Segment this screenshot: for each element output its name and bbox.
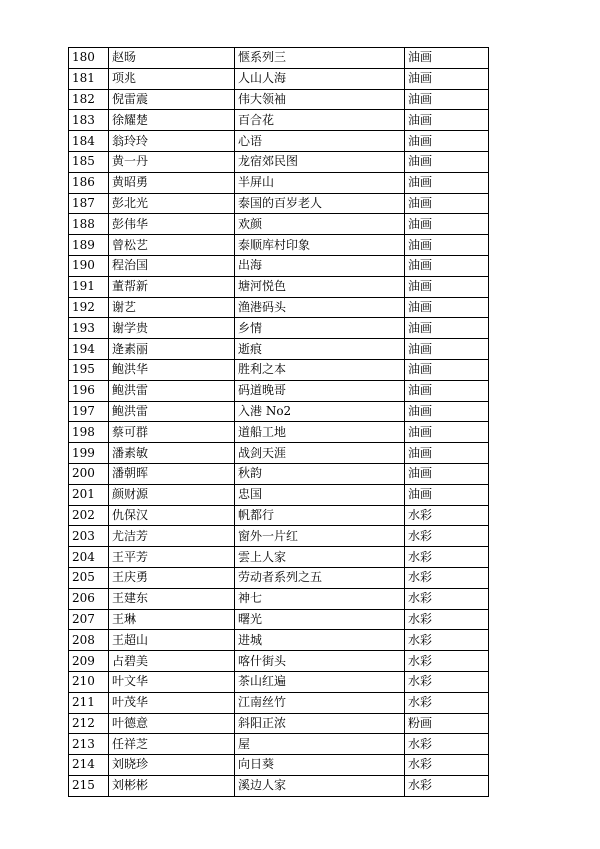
medium-cell: 油画 [405,131,489,152]
table-row [69,110,489,131]
artist-name-cell: 王超山 [109,630,235,651]
entry-number-cell: 206 [69,588,109,609]
entry-number-cell: 208 [69,630,109,651]
entry-number-cell: 199 [69,443,109,464]
artist-name-cell: 叶德意 [109,713,235,734]
artist-name-cell: 王平芳 [109,547,235,568]
table-row [69,89,489,110]
artist-name-cell: 鲍洪雷 [109,401,235,422]
entry-number-cell: 203 [69,526,109,547]
table-row [69,671,489,692]
table-row [69,443,489,464]
medium-cell: 油画 [405,276,489,297]
table-row [69,588,489,609]
artwork-title-cell: 逝痕 [235,339,405,360]
medium-cell: 水彩 [405,651,489,672]
artist-name-cell: 谢艺 [109,297,235,318]
entry-number-cell: 197 [69,401,109,422]
medium-cell: 油画 [405,380,489,401]
table-row [69,339,489,360]
medium-cell: 油画 [405,318,489,339]
artist-name-cell: 项兆 [109,68,235,89]
table-row [69,775,489,796]
artwork-title-cell: 道船工地 [235,422,405,443]
artist-name-cell: 叶文华 [109,671,235,692]
table-row [69,276,489,297]
artist-name-cell: 潘朝晖 [109,463,235,484]
table-row [69,255,489,276]
roster-body [69,48,489,797]
entry-number-cell: 187 [69,193,109,214]
artwork-title-cell: 龙宿郊民图 [235,151,405,172]
table-row [69,193,489,214]
table-row [69,526,489,547]
artwork-title-cell: 帆都行 [235,505,405,526]
artwork-title-cell: 窗外一片红 [235,526,405,547]
artist-name-cell: 倪雷震 [109,89,235,110]
artist-name-cell: 曾松艺 [109,235,235,256]
artist-name-cell: 王建东 [109,588,235,609]
artwork-title-cell: 劳动者系列之五 [235,567,405,588]
artwork-title-cell: 斜阳正浓 [235,713,405,734]
table-row [69,401,489,422]
artist-name-cell: 彭北光 [109,193,235,214]
artwork-title-cell: 乡情 [235,318,405,339]
table-row [69,463,489,484]
artwork-title-cell: 神七 [235,588,405,609]
medium-cell: 油画 [405,235,489,256]
table-row [69,297,489,318]
artwork-roster-table [68,47,489,797]
artwork-title-cell: 出海 [235,255,405,276]
artwork-title-cell: 伟大领袖 [235,89,405,110]
artwork-title-cell: 进城 [235,630,405,651]
entry-number-cell: 188 [69,214,109,235]
medium-cell: 水彩 [405,505,489,526]
table-row [69,172,489,193]
medium-cell: 油画 [405,422,489,443]
medium-cell: 水彩 [405,588,489,609]
entry-number-cell: 186 [69,172,109,193]
medium-cell: 水彩 [405,526,489,547]
artist-name-cell: 颜财源 [109,484,235,505]
medium-cell: 油画 [405,214,489,235]
medium-cell: 油画 [405,484,489,505]
entry-number-cell: 180 [69,48,109,69]
entry-number-cell: 183 [69,110,109,131]
entry-number-cell: 211 [69,692,109,713]
table-row [69,484,489,505]
artwork-title-cell: 茶山红遍 [235,671,405,692]
medium-cell: 油画 [405,339,489,360]
artist-name-cell: 王庆勇 [109,567,235,588]
entry-number-cell: 209 [69,651,109,672]
medium-cell: 水彩 [405,775,489,796]
artwork-title-cell: 人山人海 [235,68,405,89]
table-row [69,692,489,713]
artwork-title-cell: 忠国 [235,484,405,505]
entry-number-cell: 192 [69,297,109,318]
artist-name-cell: 鲍洪华 [109,359,235,380]
medium-cell: 油画 [405,172,489,193]
artwork-title-cell: 泰国的百岁老人 [235,193,405,214]
table-row [69,630,489,651]
entry-number-cell: 207 [69,609,109,630]
entry-number-cell: 198 [69,422,109,443]
entry-number-cell: 185 [69,151,109,172]
artwork-title-cell: 码道晚哥 [235,380,405,401]
artist-name-cell: 仇保汉 [109,505,235,526]
medium-cell: 粉画 [405,713,489,734]
table-row [69,131,489,152]
entry-number-cell: 191 [69,276,109,297]
artwork-title-cell: 半屏山 [235,172,405,193]
artwork-title-cell: 入港 No2 [235,401,405,422]
table-row [69,609,489,630]
artist-name-cell: 潘素敏 [109,443,235,464]
medium-cell: 油画 [405,68,489,89]
artwork-title-cell: 溪边人家 [235,775,405,796]
medium-cell: 油画 [405,89,489,110]
table-row [69,380,489,401]
artist-name-cell: 徐耀楚 [109,110,235,131]
medium-cell: 水彩 [405,671,489,692]
artwork-title-cell: 秋韵 [235,463,405,484]
medium-cell: 油画 [405,443,489,464]
artwork-title-cell: 喀什街头 [235,651,405,672]
table-row [69,547,489,568]
entry-number-cell: 184 [69,131,109,152]
entry-number-cell: 201 [69,484,109,505]
artwork-title-cell: 曙光 [235,609,405,630]
artist-name-cell: 叶茂华 [109,692,235,713]
table-row [69,235,489,256]
artwork-title-cell: 渔港码头 [235,297,405,318]
table-row [69,734,489,755]
artist-name-cell: 刘晓珍 [109,755,235,776]
artwork-title-cell: 泰顺库村印象 [235,235,405,256]
artist-name-cell: 逄素丽 [109,339,235,360]
table-row [69,48,489,69]
entry-number-cell: 182 [69,89,109,110]
artist-name-cell: 占碧美 [109,651,235,672]
artist-name-cell: 蔡可群 [109,422,235,443]
medium-cell: 水彩 [405,630,489,651]
artist-name-cell: 鲍洪雷 [109,380,235,401]
entry-number-cell: 215 [69,775,109,796]
artist-name-cell: 黄昭勇 [109,172,235,193]
medium-cell: 油画 [405,110,489,131]
artwork-title-cell: 欢颜 [235,214,405,235]
entry-number-cell: 193 [69,318,109,339]
medium-cell: 油画 [405,401,489,422]
entry-number-cell: 200 [69,463,109,484]
entry-number-cell: 202 [69,505,109,526]
table-row [69,359,489,380]
table-row [69,68,489,89]
medium-cell: 油画 [405,151,489,172]
entry-number-cell: 205 [69,567,109,588]
entry-number-cell: 196 [69,380,109,401]
table-row [69,713,489,734]
artwork-title-cell: 屋 [235,734,405,755]
medium-cell: 油画 [405,193,489,214]
artist-name-cell: 刘彬彬 [109,775,235,796]
artist-name-cell: 翁玲玲 [109,131,235,152]
table-row [69,651,489,672]
medium-cell: 水彩 [405,567,489,588]
table-row [69,214,489,235]
entry-number-cell: 214 [69,755,109,776]
medium-cell: 油画 [405,359,489,380]
artist-name-cell: 王琳 [109,609,235,630]
medium-cell: 水彩 [405,755,489,776]
medium-cell: 油画 [405,48,489,69]
entry-number-cell: 194 [69,339,109,360]
entry-number-cell: 195 [69,359,109,380]
medium-cell: 油画 [405,463,489,484]
medium-cell: 水彩 [405,547,489,568]
entry-number-cell: 213 [69,734,109,755]
artwork-title-cell: 惬系列三 [235,48,405,69]
entry-number-cell: 210 [69,671,109,692]
medium-cell: 水彩 [405,734,489,755]
artist-name-cell: 任祥芝 [109,734,235,755]
artwork-title-cell: 百合花 [235,110,405,131]
artwork-title-cell: 胜利之本 [235,359,405,380]
table-row [69,567,489,588]
artist-name-cell: 董帮新 [109,276,235,297]
artwork-title-cell: 心语 [235,131,405,152]
artist-name-cell: 黄一丹 [109,151,235,172]
table-row [69,151,489,172]
entry-number-cell: 181 [69,68,109,89]
medium-cell: 油画 [405,255,489,276]
entry-number-cell: 212 [69,713,109,734]
artwork-title-cell: 雲上人家 [235,547,405,568]
table-row [69,422,489,443]
artist-name-cell: 尤洁芳 [109,526,235,547]
medium-cell: 油画 [405,297,489,318]
table-row [69,505,489,526]
artwork-title-cell: 江南丝竹 [235,692,405,713]
table-row [69,318,489,339]
artwork-title-cell: 塘河悦色 [235,276,405,297]
artist-name-cell: 赵旸 [109,48,235,69]
medium-cell: 水彩 [405,692,489,713]
table-row [69,755,489,776]
entry-number-cell: 189 [69,235,109,256]
artwork-title-cell: 战剑天涯 [235,443,405,464]
artist-name-cell: 彭伟华 [109,214,235,235]
artist-name-cell: 谢学贵 [109,318,235,339]
entry-number-cell: 204 [69,547,109,568]
entry-number-cell: 190 [69,255,109,276]
artwork-title-cell: 向日葵 [235,755,405,776]
artist-name-cell: 程治国 [109,255,235,276]
medium-cell: 水彩 [405,609,489,630]
